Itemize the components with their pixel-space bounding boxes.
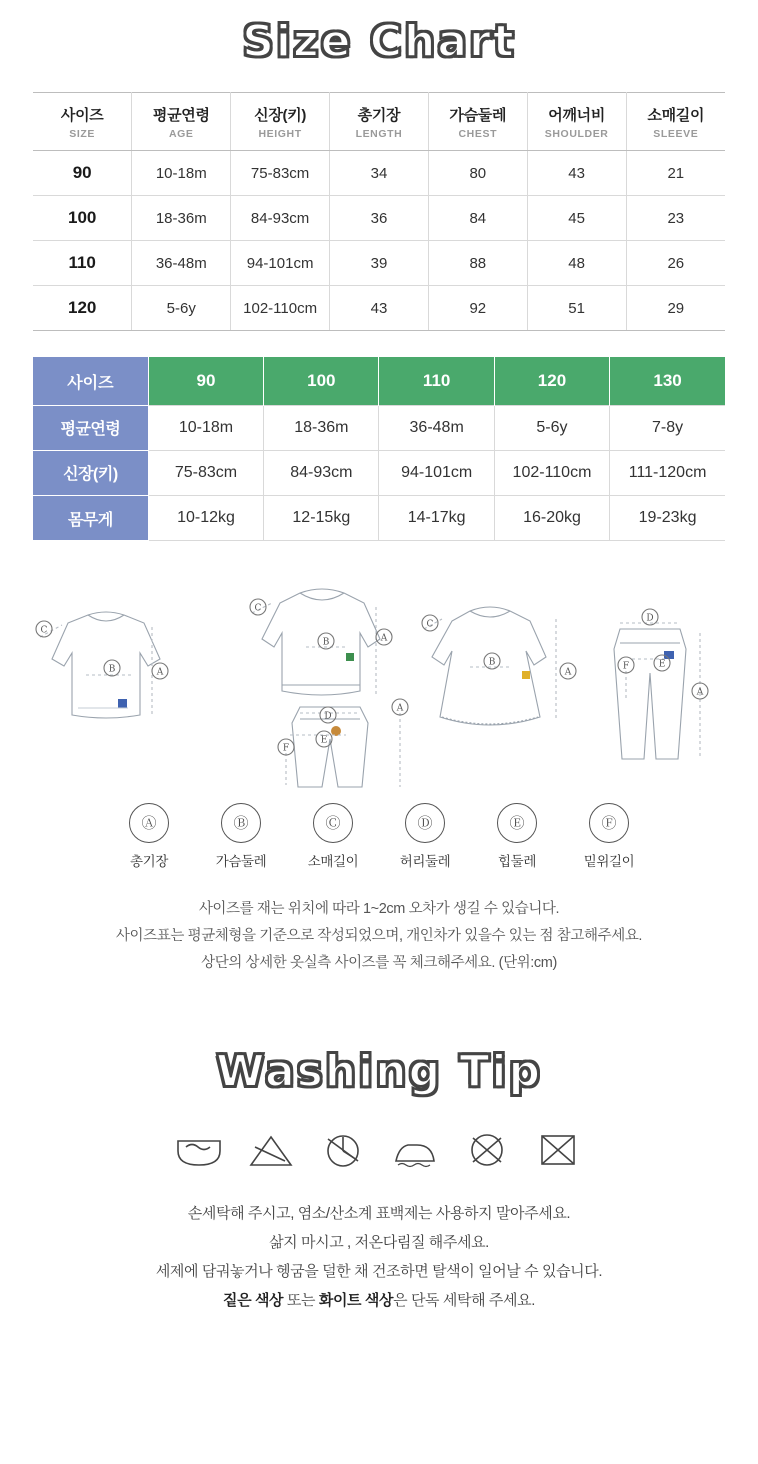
legend-label: 총기장 — [130, 853, 168, 869]
col-header-length-ko: 총기장 — [357, 106, 401, 124]
cell-shoulder: 43 — [527, 151, 626, 196]
legend-item-rise — [572, 803, 646, 870]
cell-age: 36-48m — [132, 241, 231, 286]
garment-diagram-svg — [0, 567, 758, 797]
cell-sleeve: 26 — [626, 241, 725, 286]
cell-size: 120 — [33, 286, 132, 331]
cell-height: 75-83cm — [231, 151, 330, 196]
washing-tip-title: Washing Tip — [216, 1046, 542, 1098]
svg-text:A: A — [380, 633, 388, 644]
cell-chest: 92 — [428, 286, 527, 331]
washing-note-line: 세제에 담궈놓거나 헹굼을 덜한 채 건조하면 탈색이 일어날 수 있습니다. — [155, 1263, 603, 1281]
col-header-shoulder — [527, 93, 626, 151]
table-row — [33, 286, 725, 331]
svg-text:C: C — [254, 603, 262, 614]
washing-note-mid: 또는 — [283, 1292, 319, 1310]
cell-sleeve: 21 — [626, 151, 725, 196]
cell-age: 5-6y — [132, 286, 231, 331]
cell-length: 34 — [330, 151, 429, 196]
cell-length: 36 — [330, 196, 429, 241]
table-header-row — [33, 93, 725, 151]
no-wring-icon — [532, 1127, 586, 1173]
no-chlorine-bleach-icon — [244, 1127, 298, 1173]
table-row — [33, 241, 725, 286]
circle-e-icon: Ⓔ — [497, 803, 537, 843]
svg-text:A: A — [156, 667, 164, 678]
low-iron-icon — [388, 1127, 442, 1173]
overview-header-130: 130 — [610, 357, 725, 405]
washing-note-line-emphasis — [0, 1286, 758, 1315]
overview-cell: 14-17kg — [379, 495, 494, 540]
washing-notes — [0, 1199, 758, 1316]
size-note-line: 상단의 상세한 옷실측 사이즈를 꼭 체크해주세요. (단위:cm) — [201, 954, 557, 971]
cell-shoulder: 45 — [527, 196, 626, 241]
col-header-chest-en: CHEST — [458, 127, 498, 140]
legend-label: 힙둘레 — [498, 853, 536, 869]
svg-text:E: E — [658, 659, 666, 670]
cell-age: 18-36m — [132, 196, 231, 241]
overview-header-90: 90 — [148, 357, 263, 405]
overview-cell: 10-18m — [148, 405, 263, 450]
col-header-shoulder-en: SHOULDER — [544, 127, 609, 140]
cell-sleeve: 23 — [626, 196, 725, 241]
overview-header-row — [33, 357, 725, 405]
svg-text:A: A — [564, 667, 572, 678]
col-header-chest — [428, 93, 527, 151]
legend-label: 밑위길이 — [583, 853, 635, 869]
cell-shoulder: 51 — [527, 286, 626, 331]
legend-item-sleeve — [296, 803, 370, 870]
measurement-illustrations — [0, 567, 758, 797]
svg-text:D: D — [324, 711, 332, 722]
illustration-sweat-set — [262, 589, 380, 787]
svg-text:A: A — [396, 703, 404, 714]
overview-cell: 84-93cm — [264, 450, 379, 495]
legend-label: 가슴둘레 — [215, 853, 267, 869]
illustration-long-sleeve-tee — [52, 612, 160, 718]
svg-text:A: A — [696, 687, 704, 698]
circle-d-icon: Ⓓ — [405, 803, 445, 843]
size-overview-table — [33, 357, 725, 541]
cell-size: 110 — [33, 241, 132, 286]
size-detail-table — [33, 92, 725, 331]
overview-cell: 10-12kg — [148, 495, 263, 540]
cell-shoulder: 48 — [527, 241, 626, 286]
size-notes — [0, 896, 758, 976]
svg-text:F: F — [282, 743, 290, 754]
illustration-leggings — [614, 629, 686, 759]
size-note-line: 사이즈를 재는 위치에 따라 1~2cm 오차가 생길 수 있습니다. — [198, 900, 560, 917]
overview-row-label: 신장(키) — [33, 450, 148, 495]
svg-text:B: B — [488, 657, 496, 668]
overview-cell: 75-83cm — [148, 450, 263, 495]
col-header-height — [231, 93, 330, 151]
cell-sleeve: 29 — [626, 286, 725, 331]
legend-item-waist — [388, 803, 462, 870]
hand-wash-icon — [172, 1127, 226, 1173]
overview-cell: 7-8y — [610, 405, 725, 450]
col-header-size — [33, 93, 132, 151]
cell-size: 90 — [33, 151, 132, 196]
col-header-sleeve-en: SLEEVE — [653, 127, 699, 140]
overview-row-weight — [33, 495, 725, 540]
col-header-age — [132, 93, 231, 151]
cell-length: 43 — [330, 286, 429, 331]
col-header-size-en: SIZE — [69, 127, 96, 140]
overview-cell: 12-15kg — [264, 495, 379, 540]
washing-note-line: 손세탁해 주시고, 염소/산소계 표백제는 사용하지 말아주세요. — [187, 1204, 571, 1222]
cell-size: 100 — [33, 196, 132, 241]
overview-row-label: 몸무게 — [33, 495, 148, 540]
overview-cell: 18-36m — [264, 405, 379, 450]
table-row — [33, 151, 725, 196]
cell-height: 84-93cm — [231, 196, 330, 241]
col-header-shoulder-ko: 어깨너비 — [548, 106, 606, 124]
table-row — [33, 196, 725, 241]
svg-text:E: E — [320, 735, 328, 746]
measurement-legend — [0, 803, 758, 870]
col-header-sleeve — [626, 93, 725, 151]
washing-note-line: 삶지 마시고 , 저온다림질 해주세요. — [269, 1233, 489, 1251]
cell-length: 39 — [330, 241, 429, 286]
legend-label: 소매길이 — [307, 853, 359, 869]
overview-cell: 5-6y — [494, 405, 609, 450]
overview-cell: 94-101cm — [379, 450, 494, 495]
washing-tip-title-wrap — [0, 1048, 758, 1096]
overview-row-age — [33, 405, 725, 450]
col-header-length — [330, 93, 429, 151]
overview-cell: 111-120cm — [610, 450, 725, 495]
col-header-chest-ko: 가슴둘레 — [449, 106, 507, 124]
circle-f-icon: Ⓕ — [589, 803, 629, 843]
cell-height: 94-101cm — [231, 241, 330, 286]
col-header-height-ko: 신장(키) — [254, 106, 307, 124]
col-header-sleeve-ko: 소매길이 — [647, 106, 705, 124]
legend-item-hip — [480, 803, 554, 870]
svg-text:D: D — [646, 613, 654, 624]
size-note-line: 사이즈표는 평균체형을 기준으로 작성되었으며, 개인차가 있을수 있는 점 참고해주세요. — [115, 927, 643, 944]
overview-cell: 19-23kg — [610, 495, 725, 540]
page-title: Size Chart — [242, 16, 516, 67]
overview-cell: 16-20kg — [494, 495, 609, 540]
svg-text:C: C — [426, 619, 434, 630]
washing-note-tail: 은 단독 세탁해 주세요. — [393, 1292, 535, 1310]
overview-header-size: 사이즈 — [33, 357, 148, 405]
washing-icon-row — [0, 1127, 758, 1173]
col-header-age-ko: 평균연령 — [152, 106, 210, 124]
col-header-age-en: AGE — [168, 127, 194, 140]
overview-header-100: 100 — [264, 357, 379, 405]
cell-chest: 84 — [428, 196, 527, 241]
legend-item-length — [112, 803, 186, 870]
no-dry-clean-icon — [460, 1127, 514, 1173]
overview-row-label: 평균연령 — [33, 405, 148, 450]
circle-a-icon: Ⓐ — [129, 803, 169, 843]
legend-item-chest — [204, 803, 278, 870]
cell-chest: 88 — [428, 241, 527, 286]
overview-row-height — [33, 450, 725, 495]
no-tumble-dry-icon — [316, 1127, 370, 1173]
size-chart-title-wrap — [0, 0, 758, 66]
svg-text:B: B — [108, 664, 116, 675]
svg-text:F: F — [622, 661, 630, 672]
cell-height: 102-110cm — [231, 286, 330, 331]
cell-age: 10-18m — [132, 151, 231, 196]
col-header-size-ko: 사이즈 — [60, 106, 104, 124]
washing-note-bold-dark: 짙은 색상 — [223, 1292, 284, 1310]
legend-label: 허리둘레 — [399, 853, 451, 869]
svg-text:B: B — [322, 637, 330, 648]
overview-cell: 102-110cm — [494, 450, 609, 495]
washing-note-bold-white: 화이트 색상 — [318, 1292, 394, 1310]
cell-chest: 80 — [428, 151, 527, 196]
circle-b-icon: Ⓑ — [221, 803, 261, 843]
col-header-height-en: HEIGHT — [258, 127, 302, 140]
col-header-length-en: LENGTH — [355, 127, 403, 140]
circle-c-icon: Ⓒ — [313, 803, 353, 843]
svg-text:C: C — [40, 625, 48, 636]
overview-cell: 36-48m — [379, 405, 494, 450]
overview-header-120: 120 — [494, 357, 609, 405]
overview-header-110: 110 — [379, 357, 494, 405]
